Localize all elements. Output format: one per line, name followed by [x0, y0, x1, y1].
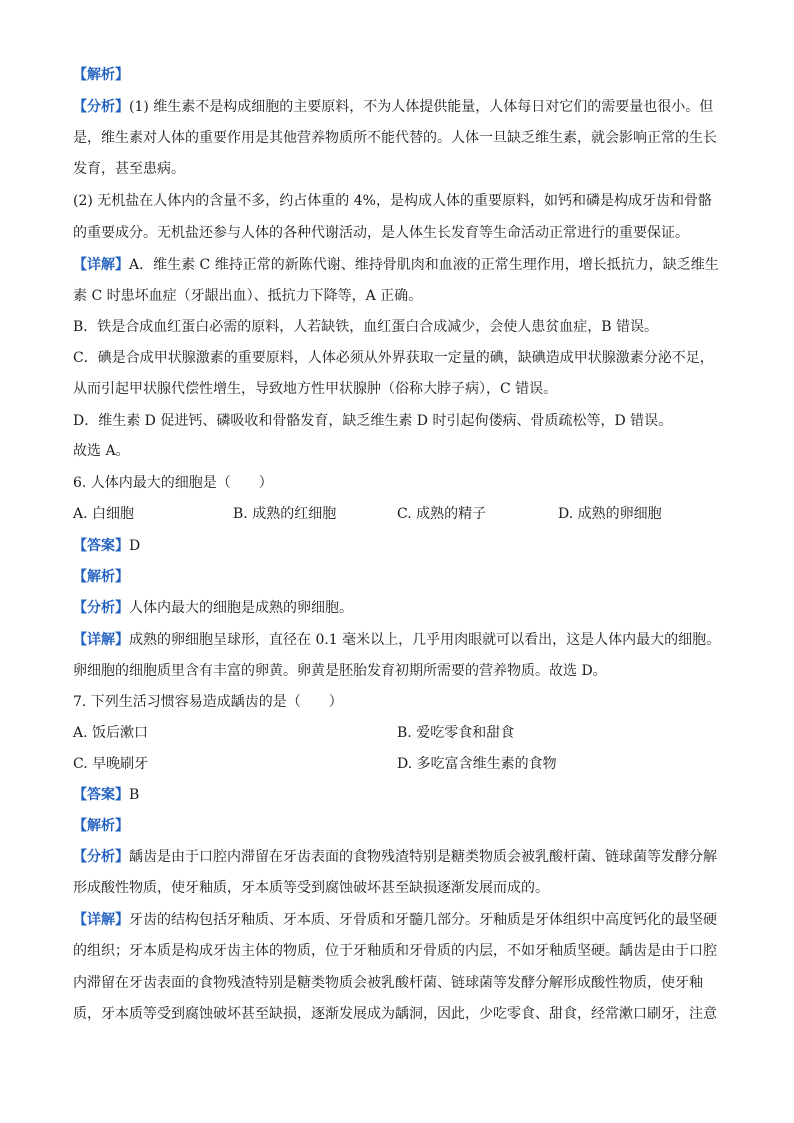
- paragraph-line: 的重要成分。无机盐还参与人体的各种代谢活动，是人体生长发育等生命活动正常进行的重要保证。: [73, 225, 689, 241]
- paragraph-line: 卵细胞的细胞质里含有丰富的卵黄。卵黄是胚胎发育初期所需要的营养物质。故选 D。: [73, 663, 607, 679]
- xiangjie-tag: 【详解】: [73, 912, 129, 928]
- q6-option-c: C. 成熟的精子: [397, 506, 487, 522]
- question-7: 7. 下列生活习惯容易造成龋齿的是（ ）: [73, 694, 343, 710]
- xiangjie-paragraph-line: [73, 255, 723, 275]
- q7-answer: [73, 785, 723, 805]
- fenxi-tag: 【分析】: [73, 600, 129, 616]
- q6-analysis-heading: [73, 567, 723, 587]
- q6-fenxi: [73, 598, 723, 618]
- xiangjie-tag: 【详解】: [73, 257, 129, 273]
- q6-answer: [73, 536, 723, 556]
- q7-analysis-heading: [73, 816, 723, 836]
- question-6: 6. 人体内最大的细胞是（ ）: [73, 475, 273, 491]
- q6-option-b: B. 成熟的红细胞: [233, 506, 337, 522]
- answer-tag: 【答案】: [73, 787, 129, 803]
- q6-xiangjie: [73, 630, 723, 650]
- q7-option-a: A. 饭后漱口: [73, 725, 149, 741]
- q7-xiangjie: [73, 910, 723, 930]
- paragraph-line: 素 C 时患坏血症（牙龈出血）、抵抗力下降等，A 正确。: [73, 288, 423, 304]
- text: A．维生素 C 维持正常的新陈代谢、维持骨肌肉和血液的正常生理作用，增长抵抗力，缺乏维生: [129, 257, 719, 273]
- text: 牙齿的结构包括牙釉质、牙本质、牙骨质和牙髓几部分。牙釉质是牙体组织中高度钙化的最坚硬: [129, 912, 717, 928]
- xiangjie-tag: 【详解】: [73, 632, 129, 648]
- analysis-tag: 【解析】: [73, 569, 129, 585]
- paragraph-line: (2) 无机盐在人体内的含量不多，约占体重的 4%，是构成人体的重要原料，如钙和磷是构成牙齿和骨骼: [73, 193, 712, 209]
- text: (1) 维生素不是构成细胞的主要原料，不为人体提供能量，人体每日对它们的需要量也很小。但: [129, 99, 714, 115]
- answer-value: B: [129, 787, 140, 803]
- answer-tag: 【答案】: [73, 538, 129, 554]
- paragraph-line: 从而引起甲状腺代偿性增生，导致地方性甲状腺肿（俗称大脖子病），C 错误。: [73, 381, 558, 397]
- paragraph-line: 故选 A。: [73, 443, 130, 459]
- q7-option-c: C. 早晚刷牙: [73, 756, 149, 772]
- text: 成熟的卵细胞呈球形，直径在 0.1 毫米以上，几乎用肉眼就可以看出，这是人体内最大的细胞。: [129, 632, 721, 648]
- paragraph-line: 质，牙本质等受到腐蚀破坏甚至缺损，逐渐发展成为龋洞，因此，少吃零食、甜食，经常漱口刷牙，注意: [73, 1006, 717, 1022]
- text: 龋齿是由于口腔内滞留在牙齿表面的食物残渣特别是糖类物质会被乳酸杆菌、链球菌等发酵分解: [129, 849, 717, 865]
- analysis-heading: [73, 65, 723, 85]
- paragraph-line: 发育，甚至患病。: [73, 161, 185, 177]
- paragraph-line: C．碘是合成甲状腺激素的重要原料，人体必须从外界获取一定量的碘，缺碘造成甲状腺激素分泌不足，: [73, 350, 714, 366]
- text: 人体内最大的细胞是成熟的卵细胞。: [129, 600, 353, 616]
- paragraph-line: B．铁是合成血红蛋白必需的原料，人若缺铁，血红蛋白合成减少，会使人患贫血症，B 错误。: [73, 319, 659, 335]
- q7-option-b: B. 爱吃零食和甜食: [397, 725, 515, 741]
- fenxi-tag: 【分析】: [73, 849, 129, 865]
- paragraph-line: 内滞留在牙齿表面的食物残渣特别是糖类物质会被乳酸杆菌、链球菌等发酵分解形成酸性物质，使牙釉: [73, 975, 703, 991]
- analysis-tag: 【解析】: [73, 818, 129, 834]
- answer-value: D: [129, 538, 141, 554]
- fenxi-tag: 【分析】: [73, 99, 129, 115]
- paragraph-line: 形成酸性物质，使牙釉质，牙本质等受到腐蚀破坏甚至缺损逐渐发展而成的。: [73, 880, 549, 896]
- q6-option-d: D. 成熟的卵细胞: [558, 506, 662, 522]
- paragraph-line: D．维生素 D 促进钙、磷吸收和骨骼发育，缺乏维生素 D 时引起佝偻病、骨质疏松等，D 错误。: [73, 413, 673, 429]
- paragraph-line: 是，维生素对人体的重要作用是其他营养物质所不能代替的。人体一旦缺乏维生素，就会影响正常的生长: [73, 130, 717, 146]
- q6-option-a: A. 白细胞: [73, 506, 135, 522]
- analysis-tag: 【解析】: [73, 67, 129, 83]
- fenxi-paragraph-line: [73, 97, 723, 117]
- q7-option-d: D. 多吃富含维生素的食物: [397, 756, 557, 772]
- paragraph-line: 的组织；牙本质是构成牙齿主体的物质，位于牙釉质和牙骨质的内层，不如牙釉质坚硬。龋齿是由于口腔: [73, 943, 717, 959]
- q7-fenxi: [73, 847, 723, 867]
